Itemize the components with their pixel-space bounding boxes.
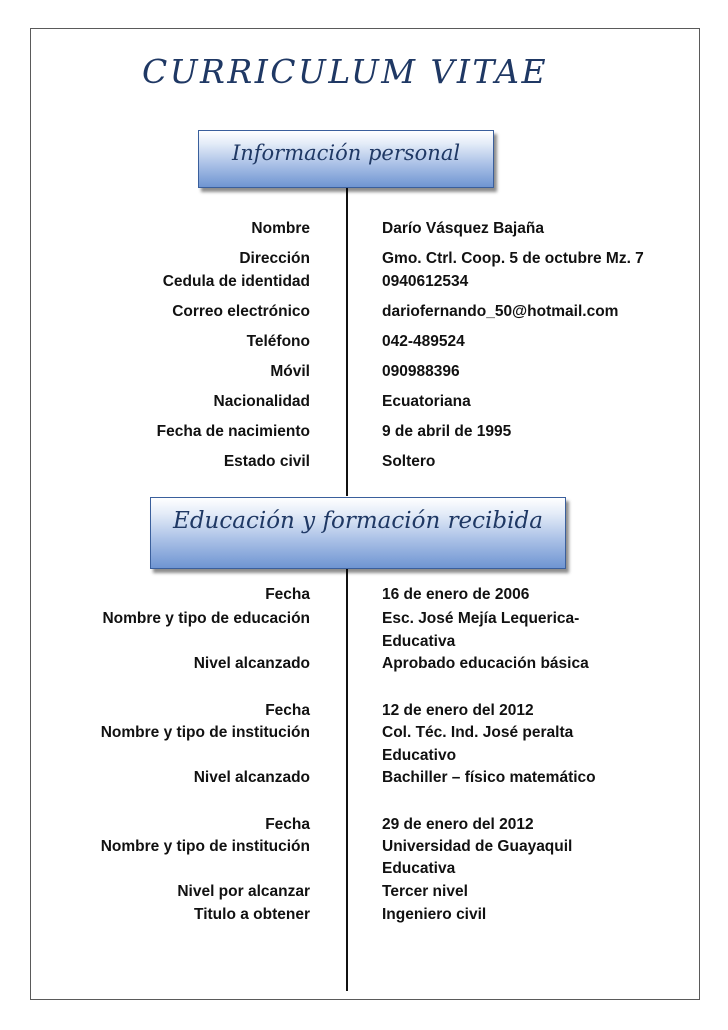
edu1-name-line2: Educativa <box>382 633 456 650</box>
edu3-level: Tercer nivel <box>382 883 468 900</box>
edu2-name-line2: Educativo <box>382 747 457 764</box>
edu3-name-label: Nombre y tipo de institución <box>100 838 310 855</box>
edu1-level: Aprobado educación básica <box>382 655 589 672</box>
edu2-name-line1: Col. Téc. Ind. José peralta <box>382 724 574 741</box>
label-nombre: Nombre <box>251 220 310 237</box>
document-title: CURRICULUM VITAE <box>142 52 549 91</box>
edu2-date-label: Fecha <box>265 702 310 719</box>
value-movil: 090988396 <box>382 363 460 380</box>
column-divider-personal <box>346 188 348 496</box>
section-heading-education: Educación y formación recibida <box>150 497 566 569</box>
edu2-level: Bachiller – físico matemático <box>382 769 596 786</box>
label-estado-civil: Estado civil <box>223 453 310 470</box>
column-divider-education <box>346 569 348 991</box>
edu3-name-line2: Educativa <box>382 860 456 877</box>
label-movil: Móvil <box>270 363 310 380</box>
edu3-date: 29 de enero del 2012 <box>382 816 534 833</box>
edu2-level-label: Nivel alcanzado <box>193 769 310 786</box>
value-correo: dariofernando_50@hotmail.com <box>382 303 619 320</box>
edu2-date: 12 de enero del 2012 <box>382 702 534 719</box>
label-telefono: Teléfono <box>246 333 310 350</box>
edu1-name-label: Nombre y tipo de educación <box>102 610 310 627</box>
edu1-date-label: Fecha <box>265 586 310 603</box>
label-direccion: Dirección <box>239 250 310 267</box>
edu3-name-line1: Universidad de Guayaquil <box>382 838 573 855</box>
label-correo: Correo electrónico <box>172 303 310 320</box>
edu1-level-label: Nivel alcanzado <box>193 655 310 672</box>
edu3-level-label: Nivel por alcanzar <box>177 883 310 900</box>
section-heading-personal: Información personal <box>198 130 494 188</box>
value-telefono: 042-489524 <box>382 333 465 350</box>
edu1-date: 16 de enero de 2006 <box>382 586 530 603</box>
edu3-title: Ingeniero civil <box>382 906 487 923</box>
edu1-name-line1: Esc. José Mejía Lequerica- <box>382 610 580 627</box>
label-cedula: Cedula de identidad <box>162 273 310 290</box>
value-nombre: Darío Vásquez Bajaña <box>382 220 544 237</box>
edu3-title-label: Titulo a obtener <box>194 906 310 923</box>
value-fecha-nacimiento: 9 de abril de 1995 <box>382 423 512 440</box>
label-fecha-nacimiento: Fecha de nacimiento <box>156 423 310 440</box>
edu3-date-label: Fecha <box>265 816 310 833</box>
value-nacionalidad: Ecuatoriana <box>382 393 471 410</box>
edu2-name-label: Nombre y tipo de institución <box>100 724 310 741</box>
value-cedula: 0940612534 <box>382 273 469 290</box>
value-estado-civil: Soltero <box>382 453 436 470</box>
label-nacionalidad: Nacionalidad <box>213 393 310 410</box>
value-direccion: Gmo. Ctrl. Coop. 5 de octubre Mz. 7 <box>382 250 644 267</box>
